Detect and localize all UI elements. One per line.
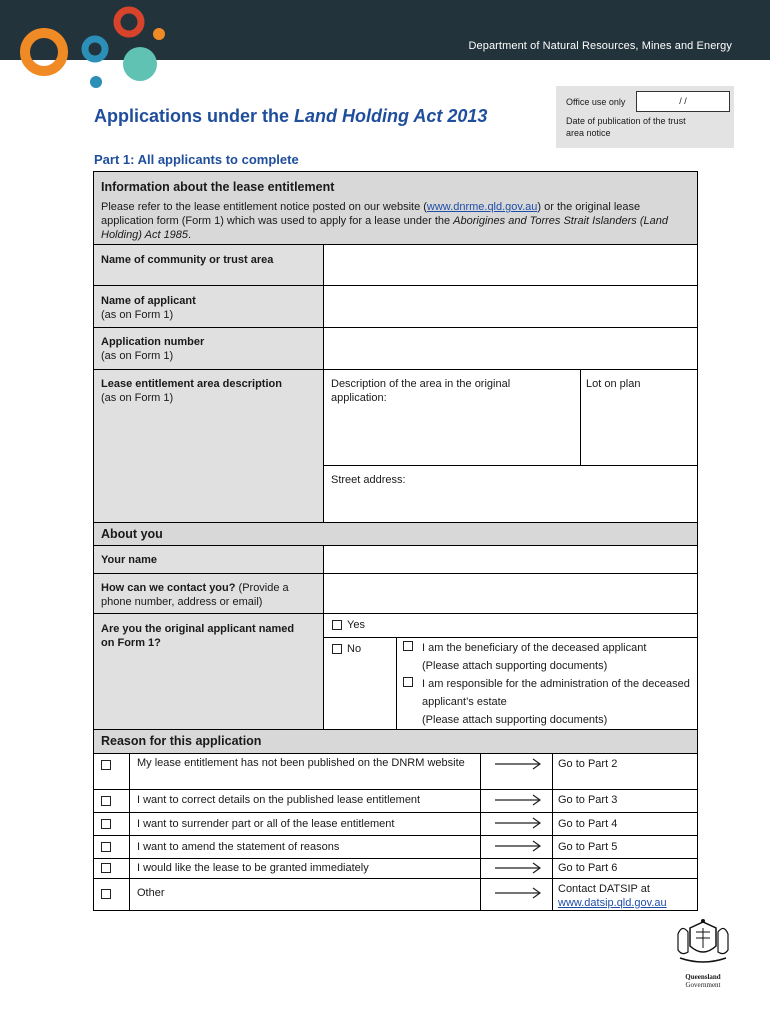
reason-target-1: Go to Part 2 xyxy=(558,758,618,770)
app-number-label: Application number xyxy=(101,336,205,348)
logo-dots xyxy=(0,0,180,96)
reason-text-4: I want to amend the statement of reasons xyxy=(137,841,340,853)
beneficiary-note: (Please attach supporting documents) xyxy=(422,660,608,672)
community-label: Name of community or trust area xyxy=(101,254,274,266)
area-desc-note: (as on Form 1) xyxy=(101,392,174,404)
page-title: Applications under the Land Holding Act 2013 xyxy=(94,106,488,126)
office-date-field[interactable]: / / xyxy=(636,91,730,112)
logo-dot-orange xyxy=(25,33,63,71)
reason-checkbox-6[interactable] xyxy=(101,889,111,899)
reason-target-5: Go to Part 6 xyxy=(558,862,618,874)
reason-checkbox-1[interactable] xyxy=(101,760,111,770)
reason-text-3: I want to surrender part or all of the lease entitlement xyxy=(137,818,395,830)
area-desc-label: Lease entitlement area description xyxy=(101,378,282,390)
yes-label: Yes xyxy=(347,619,365,631)
applicant-note: (as on Form 1) xyxy=(101,309,174,321)
crest-text-1: Queensland xyxy=(685,973,721,981)
form-table xyxy=(93,171,698,911)
applicant-label: Name of applicant xyxy=(101,295,196,307)
office-use-label: Office use only xyxy=(566,97,626,107)
reason-text-2: I want to correct details on the published lease entitlement xyxy=(137,794,421,806)
reason-target-3: Go to Part 4 xyxy=(558,818,618,830)
reason-target-4: Go to Part 5 xyxy=(558,841,618,853)
arrow-icon xyxy=(495,840,545,852)
queensland-government-crest xyxy=(672,918,734,989)
reason-target-2: Go to Part 3 xyxy=(558,794,618,806)
about-section-band xyxy=(93,523,698,545)
responsible-label: I am responsible for the administration of the deceased applicant’s estate xyxy=(422,678,690,708)
no-label: No xyxy=(347,643,362,655)
app-number-note: (as on Form 1) xyxy=(101,350,174,362)
original-applicant-label: Are you the original applicant named on Form 1? xyxy=(101,623,295,649)
your-name-label: Your name xyxy=(101,554,158,566)
info-heading: Information about the lease entitlement xyxy=(101,180,335,194)
logo-dot-small-blue xyxy=(90,76,102,88)
crest-text-2: Government xyxy=(685,981,721,989)
part1-heading: Part 1: All applicants to complete xyxy=(94,152,299,167)
responsible-note: (Please attach supporting documents) xyxy=(422,714,608,726)
datsip-link[interactable]: www.datsip.qld.gov.au xyxy=(558,897,667,909)
logo-dot-teal xyxy=(123,47,157,81)
street-address-label: Street address: xyxy=(331,474,406,486)
reason-text-6: Other xyxy=(137,887,165,899)
reason-text-5: I would like the lease to be granted immediately xyxy=(137,862,369,874)
logo-dot-blue xyxy=(85,39,105,59)
reason-text-1: My lease entitlement has not been published on the DNRM website xyxy=(137,757,465,769)
arrow-icon xyxy=(495,794,545,806)
reason-checkbox-2[interactable] xyxy=(101,796,111,806)
publication-date-label: Date of publication of the trust area notice xyxy=(566,116,686,138)
department-name: Department of Natural Resources, Mines and Energy xyxy=(468,40,732,52)
community-input[interactable] xyxy=(324,245,697,285)
beneficiary-label: I am the beneficiary of the deceased applicant xyxy=(422,642,647,654)
yes-checkbox[interactable] xyxy=(332,620,342,630)
arrow-icon xyxy=(495,817,545,829)
crest-icon xyxy=(672,918,734,968)
reason-heading: Reason for this application xyxy=(101,734,262,748)
responsible-checkbox[interactable] xyxy=(403,677,413,687)
contact-input[interactable] xyxy=(324,574,697,613)
about-heading: About you xyxy=(101,527,163,541)
dnrme-link[interactable]: www.dnrme.qld.gov.au xyxy=(426,201,538,213)
application-number-input[interactable] xyxy=(324,328,697,369)
no-checkbox[interactable] xyxy=(332,644,342,654)
your-name-input[interactable] xyxy=(324,546,697,573)
contact-label: How can we contact you? (Provide a phone number, address or email) xyxy=(101,582,289,608)
arrow-icon xyxy=(495,862,545,874)
applicant-input[interactable] xyxy=(324,286,697,327)
reason-checkbox-4[interactable] xyxy=(101,842,111,852)
info-paragraph: Please refer to the lease entitlement notice posted on our website (www.dnrme.qld.gov.au) or the original lease application form (Form 1) which was used to apply for a lease under the Aborigines and Torres Strait Islanders (Land Holding) Act 1985. xyxy=(101,201,668,241)
area-original-label: Description of the area in the original application: xyxy=(331,378,511,404)
logo-dot-small-orange xyxy=(153,28,165,40)
lot-on-plan-label: Lot on plan xyxy=(586,378,641,390)
reason-checkbox-3[interactable] xyxy=(101,819,111,829)
logo-dot-red xyxy=(117,10,141,34)
arrow-icon xyxy=(495,887,545,899)
beneficiary-checkbox[interactable] xyxy=(403,641,413,651)
arrow-icon xyxy=(495,758,545,770)
reason-checkbox-5[interactable] xyxy=(101,863,111,873)
reason-target-6: Contact DATSIP at xyxy=(558,883,650,895)
